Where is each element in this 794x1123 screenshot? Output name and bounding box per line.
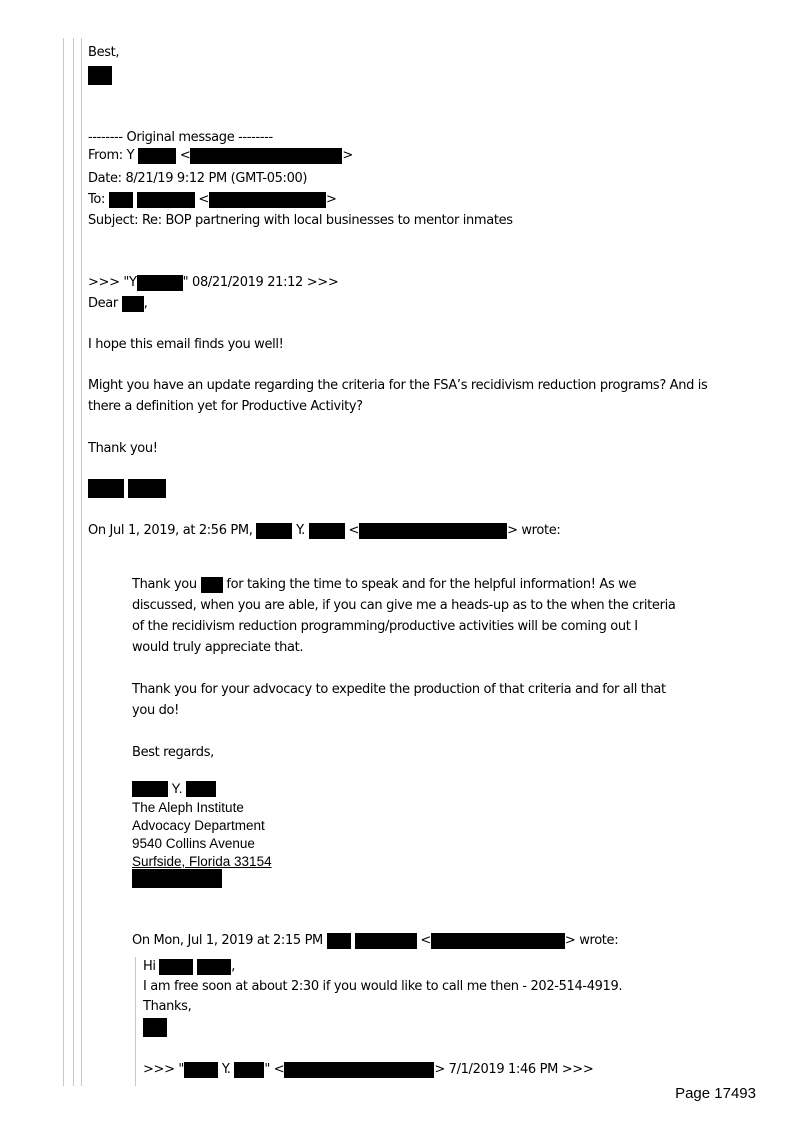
email-bracket: <: [348, 523, 360, 538]
page-number: Page 17493: [675, 1085, 756, 1102]
attribution-line: [132, 932, 618, 950]
redaction-block: [309, 523, 345, 539]
to-line: [88, 191, 337, 209]
greeting-text: Hi: [143, 959, 156, 974]
quote-marker: [88, 274, 338, 292]
greeting-line: [143, 958, 235, 976]
redaction-block: [431, 933, 565, 949]
body-line: Thanks,: [143, 999, 192, 1014]
body-text: for taking the time to speak and for the helpful information! As we: [226, 577, 637, 592]
attribution-initial: Y.: [296, 523, 305, 538]
quote-marker-initial: Y.: [221, 1062, 231, 1077]
attribution-line: [88, 522, 560, 540]
quote-marker-end: > 7/1/2019 1:46 PM >>>: [434, 1062, 594, 1077]
closing-text: Best,: [88, 45, 120, 60]
redaction-block: [209, 192, 326, 208]
from-label: From: Y: [88, 148, 135, 163]
redaction-block: [359, 523, 507, 539]
email-bracket: <: [420, 933, 431, 948]
redaction-block: [234, 1062, 264, 1078]
redaction-block: [355, 933, 417, 949]
body-line: I hope this email finds you well!: [88, 337, 284, 352]
redaction-block: [132, 869, 222, 888]
quote-marker-start: >>> ": [143, 1062, 185, 1077]
attribution-prefix: On Jul 1, 2019, at 2:56 PM,: [88, 523, 253, 538]
redaction-block: [190, 148, 342, 164]
redaction-block: [159, 959, 193, 975]
signature-dept: Advocacy Department: [132, 818, 265, 833]
redaction-block: [132, 781, 168, 797]
body-line: [132, 576, 636, 594]
greeting-line: [88, 295, 148, 313]
attribution-suffix: > wrote:: [564, 933, 619, 948]
body-line: Thank you!: [88, 441, 158, 456]
greeting-text: Dear: [88, 296, 118, 311]
greeting-comma: ,: [231, 959, 236, 974]
redaction-block: [122, 296, 144, 312]
redaction-block: [137, 192, 195, 208]
redaction-block: [184, 1062, 218, 1078]
email-bracket: " <: [264, 1062, 285, 1077]
quote-bar: [135, 957, 136, 1086]
quote-bar: [81, 38, 82, 1086]
attribution-suffix: > wrote:: [507, 523, 561, 538]
body-line: Might you have an update regarding the criteria for the FSA’s recidivism reduction programs? And is: [88, 378, 708, 393]
redaction-block: [256, 523, 292, 539]
signature-initial: Y.: [171, 781, 183, 796]
redaction-block: [88, 66, 112, 85]
email-bracket: <: [198, 192, 209, 207]
quote-bar: [63, 38, 64, 1086]
signature-name-line: [132, 781, 216, 797]
redaction-block: [201, 577, 223, 593]
body-line: discussed, when you are able, if you can give me a heads-up as to the when the criteria: [132, 598, 676, 613]
body-line: you do!: [132, 703, 179, 718]
to-label: To:: [88, 192, 106, 207]
date-line: Date: 8/21/19 9:12 PM (GMT-05:00): [88, 171, 308, 186]
body-line: would truly appreciate that.: [132, 640, 304, 655]
body-text: Thank you: [132, 577, 197, 592]
signature-city: Surfside, Florida 33154: [132, 854, 272, 869]
from-line: [88, 147, 353, 165]
quote-marker-end: " 08/21/2019 21:12 >>>: [182, 275, 339, 290]
body-line: there a definition yet for Productive Activity?: [88, 399, 363, 414]
signature-org: The Aleph Institute: [132, 800, 244, 815]
subject-line: Subject: Re: BOP partnering with local businesses to mentor inmates: [88, 213, 513, 228]
regards-line: Best regards,: [132, 745, 214, 760]
redaction-block: [138, 148, 176, 164]
redaction-block: [137, 275, 183, 291]
greeting-comma: ,: [143, 296, 148, 311]
email-bracket: >: [342, 148, 353, 163]
redaction-block: [197, 959, 231, 975]
redaction-block: [327, 933, 351, 949]
quote-marker: [143, 1061, 593, 1079]
body-line: I am free soon at about 2:30 if you would like to call me then - 202-514-4919.: [143, 979, 623, 994]
body-line: of the recidivism reduction programming/productive activities will be coming out I: [132, 619, 638, 634]
redaction-block: [143, 1018, 167, 1037]
signature-street: 9540 Collins Avenue: [132, 836, 255, 851]
original-message-header: -------- Original message --------: [88, 130, 273, 145]
email-bracket: >: [325, 192, 337, 207]
redaction-block: [284, 1062, 434, 1078]
attribution-prefix: On Mon, Jul 1, 2019 at 2:15 PM: [132, 933, 323, 948]
redaction-block: [88, 479, 124, 498]
email-bracket: <: [179, 148, 191, 163]
redaction-block: [109, 192, 133, 208]
quote-marker-start: >>> "Y: [88, 275, 137, 290]
redaction-block: [128, 479, 166, 498]
redaction-block: [186, 781, 216, 797]
quote-bar: [73, 38, 74, 1086]
body-line: Thank you for your advocacy to expedite the production of that criteria and for all that: [132, 682, 666, 697]
